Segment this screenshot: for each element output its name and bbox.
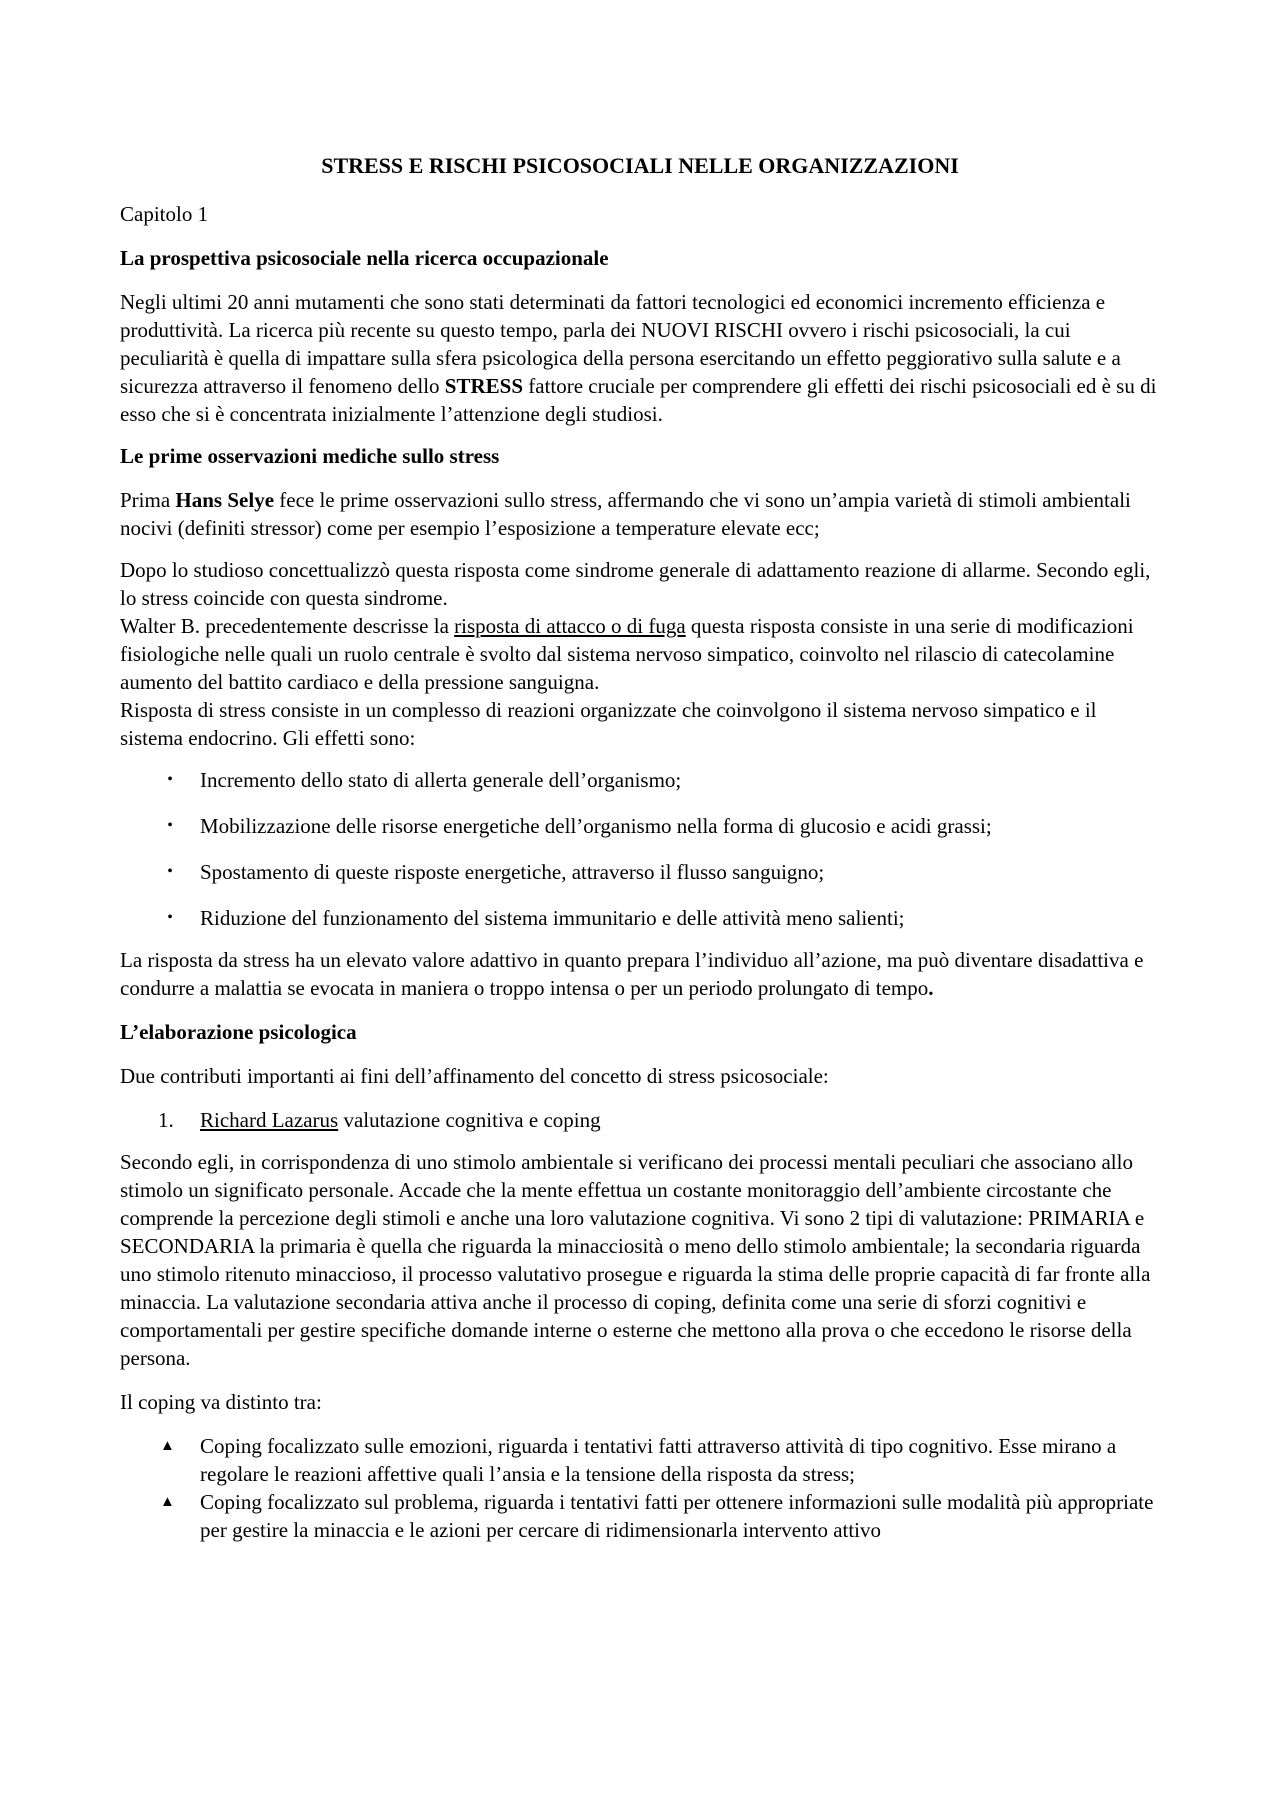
list-item: • Mobilizzazione delle risorse energetiche dell’organismo nella forma di glucosio e acidi grassi;	[120, 812, 1160, 840]
list-item: • Incremento dello stato di allerta generale dell’organismo;	[120, 766, 1160, 794]
list-number: 1.	[158, 1108, 174, 1132]
paragraph-adaptive-value: La risposta da stress ha un elevato valore adattivo in quanto prepara l’individuo all’azione, ma può diventare disadattiva e condurre a malattia se evocata in maniera o troppo intensa o per un periodo prolungato di tempo.	[120, 948, 1144, 1000]
list-item: • Riduzione del funzionamento del sistema immunitario e delle attività meno salienti;	[120, 904, 1160, 932]
coping-types-list	[120, 1432, 1160, 1544]
chapter-label: Capitolo 1	[120, 202, 209, 226]
paragraph-coping-distinction: Il coping va distinto tra:	[120, 1390, 322, 1414]
triangle-bullet-icon: ▲	[160, 1494, 175, 1510]
list-item: 1. Richard Lazarus valutazione cognitiva e coping	[158, 1108, 601, 1132]
paragraph-new-risks: Negli ultimi 20 anni mutamenti che sono stati determinati da fattori tecnologici ed economici incremento efficienza e produttività. La ricerca più recente su questo tempo, parla dei NUOVI RISCHI ovvero i rischi psicosociali, la cui peculiarità è quella di impattare sulla sfera psicologica della persona esercitando un effetto peggiorativo sulla salute e a sicurezza attraverso il fenomeno dello STRESS fattore cruciale per comprendere gli effetti dei rischi psicosociali ed è su di esso che si è concentrata inizialmente l’attenzione degli studiosi.	[120, 290, 1157, 426]
paragraph-stress-response: Risposta di stress consiste in un complesso di reazioni organizzate che coinvolgono il sistema nervoso simpatico e il sistema endocrino. Gli effetti sono:	[120, 698, 1097, 750]
name-hans-selye: Hans Selye	[175, 488, 275, 512]
list-item: ▲ Coping focalizzato sulle emozioni, riguarda i tentativi fatti attraverso attività di tipo cognitivo. Esse mirano a regolare le reazioni affettive quali l’ansia e la tensione della risposta da stress;	[160, 1434, 1117, 1486]
document-body	[120, 200, 1160, 1558]
paragraph-selye: Prima Hans Selye fece le prime osservazioni sullo stress, affermando che vi sono un’ampia varietà di stimoli ambientali nocivi (definiti stressor) come per esempio l’esposizione a temperature elevate ecc;	[120, 488, 1131, 540]
contributions-list	[120, 1106, 1160, 1134]
paragraph-lazarus-appraisal: Secondo egli, in corrispondenza di uno stimolo ambientale si verificano dei processi mentali peculiari che associano allo stimolo un significato personale. Accade che la mente effettua un costante monitoraggio dell’ambiente circostante che comprende la percezione degli stimoli e anche una loro valutazione cognitiva. Vi sono 2 tipi di valutazione: PRIMARIA e SECONDARIA la primaria è quella che riguarda la minacciosità o meno dello stimolo ambientale; la secondaria riguarda uno stimolo ritenuto minaccioso, il processo valutativo prosegue e riguarda la stima delle proprie capacità di far fronte alla minaccia. La valutazione secondaria attiva anche il processo di coping, definita come una serie di sforzi cognitivi e comportamentali per gestire specifiche domande interne o esterne che mettono alla prova o che eccedono le risorse della persona.	[120, 1150, 1151, 1370]
bullet-icon: •	[167, 909, 173, 926]
list-item: ▲ Coping focalizzato sul problema, riguarda i tentativi fatti per ottenere informazioni sulle modalità più appropriate per gestire la minaccia e le azioni per cercare di ridimensionarla intervento attivo	[160, 1490, 1154, 1542]
section-heading-psychological-elaboration: L’elaborazione psicologica	[120, 1020, 357, 1044]
paragraph-two-contributions: Due contributi importanti ai fini dell’affinamento del concetto di stress psicosociale:	[120, 1064, 829, 1088]
link-fight-or-flight: risposta di attacco o di fuga	[454, 614, 686, 638]
bullet-icon: •	[167, 771, 173, 788]
term-stress: STRESS	[444, 374, 523, 398]
section-heading-psychosocial-perspective: La prospettiva psicosociale nella ricerca occupazionale	[120, 246, 609, 270]
bullet-icon: •	[167, 817, 173, 834]
paragraph-fight-or-flight: Walter B. precedentemente descrisse la risposta di attacco o di fuga questa risposta consiste in una serie di modificazioni fisiologiche nelle quali un ruolo centrale è svolto dal sistema nervoso simpatico, coinvolto nel rilascio di catecolamine aumento del battito cardiaco e della pressione sanguigna.	[120, 614, 1134, 694]
paragraph-general-adaptation: Dopo lo studioso concettualizzò questa risposta come sindrome generale di adattamento reazione di allarme. Secondo egli, lo stress coincide con questa sindrome.	[120, 558, 1151, 610]
section-heading-medical-observations: Le prime osservazioni mediche sullo stress	[120, 444, 500, 468]
link-richard-lazarus: Richard Lazarus	[200, 1108, 339, 1132]
document-title: STRESS E RISCHI PSICOSOCIALI NELLE ORGANIZZAZIONI	[321, 153, 959, 178]
triangle-bullet-icon: ▲	[160, 1438, 175, 1454]
list-item: • Spostamento di queste risposte energetiche, attraverso il flusso sanguigno;	[120, 858, 1160, 886]
stress-effects-list	[120, 766, 1160, 932]
bullet-icon: •	[167, 863, 173, 880]
